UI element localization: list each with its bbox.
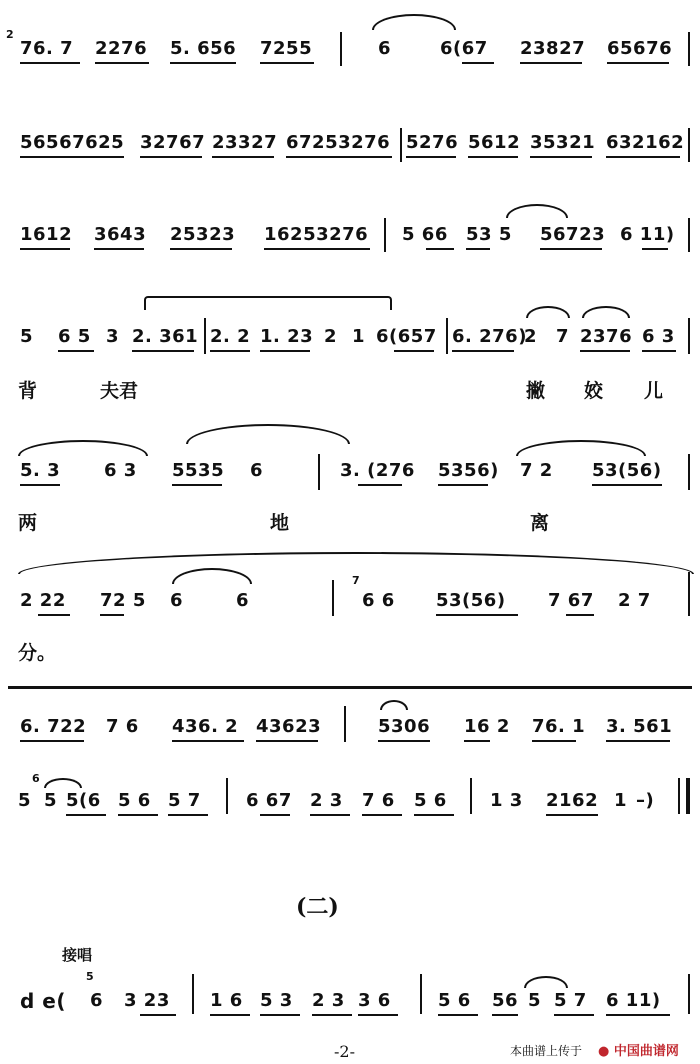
slur — [526, 306, 570, 318]
beam-line — [466, 248, 490, 250]
note-group: 5 66 — [402, 224, 448, 245]
beam-line — [20, 740, 84, 742]
beam-line — [58, 350, 94, 352]
beam-line — [210, 350, 250, 352]
slur — [582, 306, 630, 318]
beam-line — [592, 484, 662, 486]
note-group: 1612 — [20, 224, 73, 245]
beam-line — [172, 484, 222, 486]
note-group: 65676 — [607, 38, 673, 59]
beam-line — [606, 1014, 670, 1016]
beam-line — [140, 156, 202, 158]
note-group: 6 67 — [246, 790, 292, 811]
note-group: 5 6 — [118, 790, 151, 811]
beam-line — [426, 248, 454, 250]
slur — [186, 424, 350, 444]
beam-line — [358, 484, 402, 486]
beam-line — [607, 62, 669, 64]
note-group: 2276 — [95, 38, 148, 59]
note-group: 436. 2 — [172, 716, 239, 737]
note-group: 2 3 — [312, 990, 345, 1011]
beam-line — [170, 62, 236, 64]
note-group: 5 6 — [438, 990, 471, 1011]
beam-line — [118, 814, 158, 816]
beam-line — [452, 350, 514, 352]
note-group: 2162 — [546, 790, 599, 811]
note-group: 7 6 — [106, 716, 139, 737]
lyric: 两 — [18, 512, 38, 534]
beam-line — [554, 1014, 594, 1016]
beam-line — [100, 614, 124, 616]
beam-line — [312, 1014, 352, 1016]
logo-text: 中国曲谱网 — [613, 1044, 679, 1059]
beam-line — [256, 740, 318, 742]
note-group: 32767 — [140, 132, 206, 153]
slur — [18, 440, 148, 456]
beam-line — [260, 62, 314, 64]
beam-line — [170, 248, 232, 250]
bar-line — [470, 778, 472, 814]
note-group: –) — [636, 790, 655, 811]
beam-line — [462, 62, 494, 64]
note-group: 43623 — [256, 716, 322, 737]
beam-line — [168, 814, 208, 816]
note-group: 1 — [352, 326, 366, 347]
grace-note: 6 — [32, 772, 40, 785]
note-group: 5 7 — [554, 990, 587, 1011]
beam-line — [310, 814, 350, 816]
slur — [44, 778, 82, 788]
beam-line — [566, 614, 594, 616]
note-group: 67253276 — [286, 132, 391, 153]
note-group: 1 6 — [210, 990, 243, 1011]
bar-line — [446, 318, 448, 354]
note-group: 5 — [528, 990, 542, 1011]
note-group: 5. 3 — [20, 460, 61, 481]
note-group: 2 — [524, 326, 538, 347]
bar-line — [688, 974, 690, 1014]
beam-line — [436, 614, 518, 616]
note-group: 7 — [556, 326, 570, 347]
note-group: 23827 — [520, 38, 586, 59]
note-group: 5306 — [378, 716, 431, 737]
note-group: 7 6 — [362, 790, 395, 811]
bar-line — [688, 32, 690, 66]
beam-line — [94, 248, 144, 250]
beam-line — [394, 350, 434, 352]
bar-line — [226, 778, 228, 814]
note-group: 16253276 — [264, 224, 369, 245]
note-group: 6 — [90, 990, 104, 1011]
note-group: 3 6 — [358, 990, 391, 1011]
note-group: 6(657 — [376, 326, 437, 347]
note-group: 6 5 — [58, 326, 91, 347]
note-group: 23327 — [212, 132, 278, 153]
note-group: 7 2 — [520, 460, 553, 481]
note-group: 5 — [44, 790, 58, 811]
bar-line — [204, 318, 206, 354]
beam-line — [172, 740, 244, 742]
note-group: 6. 276) — [452, 326, 527, 347]
beam-line — [260, 350, 310, 352]
beam-line — [606, 740, 670, 742]
beam-line — [95, 62, 149, 64]
bar-line — [678, 778, 680, 814]
note-group: 3 — [106, 326, 120, 347]
beam-line — [520, 62, 582, 64]
note-group: 53(56) — [436, 590, 506, 611]
note-group: 6 3 — [642, 326, 675, 347]
lyric: 撇 — [526, 380, 546, 402]
note-group: 2 22 — [20, 590, 66, 611]
note-group: 76. 7 — [20, 38, 74, 59]
beam-line — [606, 156, 680, 158]
note-group: 3643 — [94, 224, 147, 245]
beam-line — [438, 484, 488, 486]
lyric: 分。 — [18, 642, 57, 664]
note-group: 2. 2 — [210, 326, 251, 347]
beam-line — [38, 614, 70, 616]
note-group: 6(67 — [440, 38, 488, 59]
lyric: 姣 — [584, 380, 604, 402]
final-bar-line — [686, 778, 690, 814]
note-group: 35321 — [530, 132, 596, 153]
note-group: 76. 1 — [532, 716, 586, 737]
lyric: 离 — [530, 512, 550, 534]
beam-line — [286, 156, 392, 158]
note-group: 1. 23 — [260, 326, 314, 347]
note-group: 5535 — [172, 460, 225, 481]
grace-note: 5 — [86, 970, 94, 983]
bar-line — [420, 974, 422, 1014]
beam-line — [580, 350, 630, 352]
note-group: 1 3 — [490, 790, 523, 811]
section-title: (二) — [296, 894, 339, 920]
note-group: 5 7 — [168, 790, 201, 811]
singing-cue: 接唱 — [62, 946, 93, 964]
note-group: 6 — [378, 38, 392, 59]
beam-line — [492, 1014, 518, 1016]
lyric: 背 — [18, 380, 38, 402]
note-group: 6 3 — [104, 460, 137, 481]
note-group: 16 2 — [464, 716, 510, 737]
beam-line — [20, 484, 60, 486]
note-group: 5 6 — [414, 790, 447, 811]
lyric: 儿 — [644, 380, 664, 402]
note-group: 56567625 — [20, 132, 125, 153]
note-group: 25323 — [170, 224, 236, 245]
lyric: 夫君 — [100, 380, 139, 402]
beam-line — [468, 156, 518, 158]
note-group: 2 7 — [618, 590, 651, 611]
beam-line — [378, 740, 430, 742]
note-group: 6 11) — [606, 990, 661, 1011]
beam-line — [264, 248, 370, 250]
bar-line — [688, 128, 690, 162]
note-group: 56723 — [540, 224, 606, 245]
note-group: 1 — [614, 790, 628, 811]
site-logo — [598, 1040, 679, 1059]
note-group: 53 5 — [466, 224, 512, 245]
beam-line — [358, 1014, 398, 1016]
note-group: 5612 — [468, 132, 521, 153]
beam-line — [642, 248, 668, 250]
beam-line — [140, 1014, 176, 1016]
slur — [506, 204, 568, 218]
beam-line — [20, 156, 124, 158]
note-group: 7255 — [260, 38, 313, 59]
beam-line — [406, 156, 456, 158]
beam-line — [210, 1014, 250, 1016]
beam-line — [546, 814, 598, 816]
note-group: 6 — [250, 460, 264, 481]
bar-line — [318, 454, 320, 490]
beam-line — [642, 350, 676, 352]
bar-line — [340, 32, 342, 66]
bar-line — [192, 974, 194, 1014]
note-group: d e( — [20, 989, 66, 1013]
slur — [18, 552, 694, 574]
note-group: 72 5 — [100, 590, 146, 611]
note-group: 6. 722 — [20, 716, 87, 737]
beam-line — [212, 156, 274, 158]
grace-note: 7 — [352, 574, 360, 587]
beam-line — [132, 350, 194, 352]
note-group: 2376 — [580, 326, 633, 347]
bar-line — [688, 218, 690, 252]
upload-note: 本曲谱上传于 — [510, 1044, 583, 1058]
beam-line — [260, 1014, 300, 1016]
note-group: 5 — [18, 790, 32, 811]
slur — [524, 976, 568, 988]
logo-mark-icon: ● — [598, 1044, 610, 1059]
bar-line — [400, 128, 402, 162]
beam-line — [66, 814, 106, 816]
note-group: 3. 561 — [606, 716, 673, 737]
note-group: 6 6 — [362, 590, 395, 611]
note-group: 3 23 — [124, 990, 170, 1011]
note-group: 6 11) — [620, 224, 675, 245]
note-group: 2 3 — [310, 790, 343, 811]
phrase-bracket — [144, 296, 392, 310]
slur — [516, 440, 646, 456]
note-group: 5276 — [406, 132, 459, 153]
note-group: 2. 361 — [132, 326, 199, 347]
note-group: 53(56) — [592, 460, 662, 481]
grace-note: 2 — [6, 28, 14, 41]
bar-line — [688, 454, 690, 490]
beam-line — [438, 1014, 478, 1016]
bar-line — [688, 572, 690, 616]
note-group: 6 — [236, 590, 250, 611]
bar-line — [384, 218, 386, 252]
beam-line — [464, 740, 490, 742]
beam-line — [362, 814, 402, 816]
beam-line — [530, 156, 592, 158]
lyric: 地 — [270, 512, 290, 534]
note-group: 5 3 — [260, 990, 293, 1011]
bar-line — [332, 580, 334, 616]
beam-line — [540, 248, 602, 250]
beam-line — [532, 740, 576, 742]
note-group: 6 — [170, 590, 184, 611]
beam-line — [414, 814, 454, 816]
note-group: 5356) — [438, 460, 499, 481]
bar-line — [688, 318, 690, 354]
beam-line — [20, 248, 70, 250]
note-group: 56 — [492, 990, 519, 1011]
slur — [372, 14, 456, 30]
slur — [380, 700, 408, 710]
note-group: 7 67 — [548, 590, 594, 611]
note-group: 3. (276 — [340, 460, 415, 481]
section-divider — [8, 686, 692, 689]
page-number: -2- — [334, 1042, 355, 1061]
note-group: 632162 — [606, 132, 685, 153]
note-group: 5 — [20, 326, 34, 347]
note-group: 2 — [324, 326, 338, 347]
note-group: 5. 656 — [170, 38, 237, 59]
beam-line — [260, 814, 290, 816]
note-group: 5(6 — [66, 790, 101, 811]
beam-line — [20, 62, 80, 64]
bar-line — [344, 706, 346, 742]
